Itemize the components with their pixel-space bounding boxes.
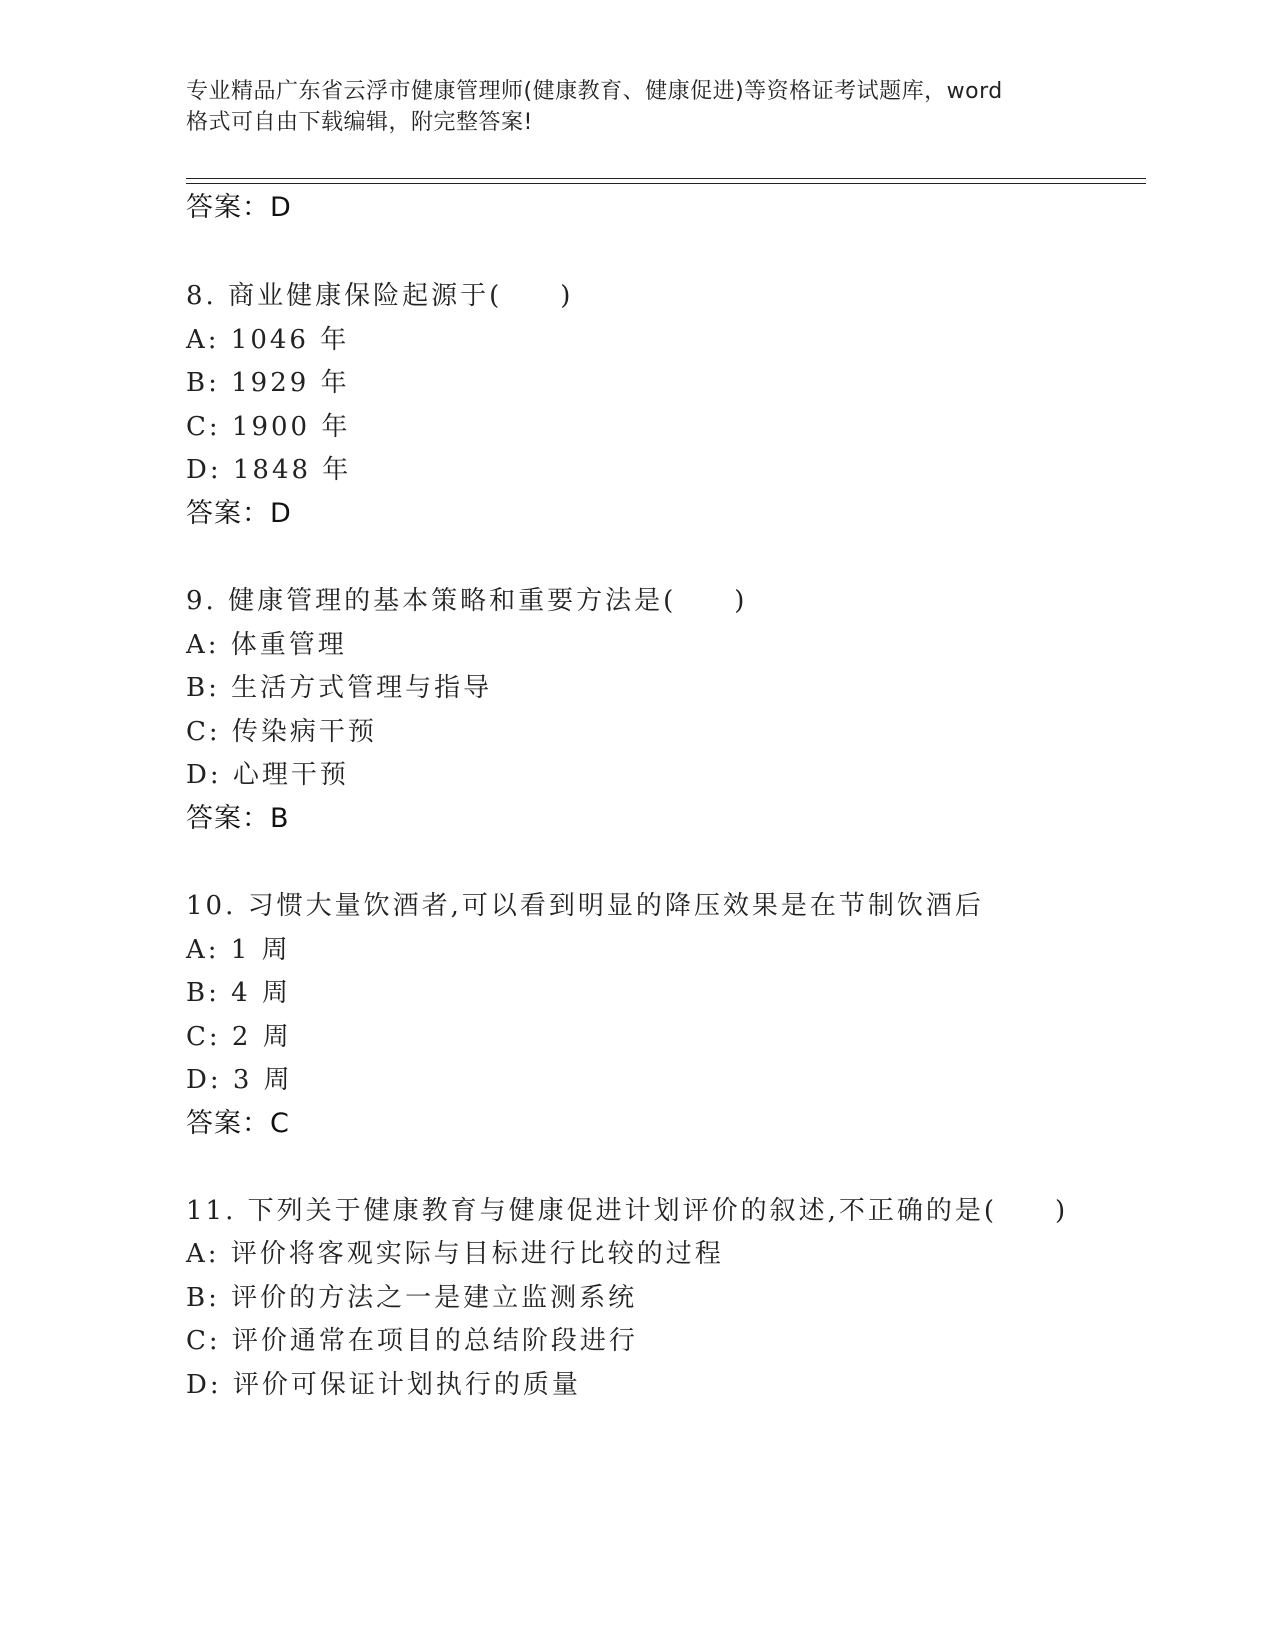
question-8-option-c: C: 1900 年 (186, 412, 351, 442)
question-8-answer: 答案：D (186, 498, 292, 529)
question-10-stem: 10. 习惯大量饮酒者,可以看到明显的降压效果是在节制饮酒后 (186, 891, 984, 921)
question-10-option-b: B: 4 周 (186, 978, 291, 1008)
question-9-stem: 9. 健康管理的基本策略和重要方法是( ) (186, 586, 748, 616)
document-header (186, 76, 1086, 138)
header-divider-bottom (186, 183, 1146, 184)
question-11-stem: 11. 下列关于健康教育与健康促进计划评价的叙述,不正确的是( ) (186, 1196, 1069, 1226)
question-9-option-c: C: 传染病干预 (186, 717, 377, 747)
question-10-option-c: C: 2 周 (186, 1022, 292, 1052)
question-10-answer: 答案：C (186, 1108, 290, 1139)
question-8-option-d: D: 1848 年 (186, 455, 352, 485)
question-10-option-a: A: 1 周 (186, 935, 291, 965)
header-divider-top (186, 178, 1146, 179)
question-11-option-d: D: 评价可保证计划执行的质量 (186, 1370, 581, 1400)
question-9-option-b: B: 生活方式管理与指导 (186, 673, 493, 703)
question-9-answer: 答案：B (186, 803, 290, 834)
question-10-option-d: D: 3 周 (186, 1065, 293, 1095)
question-9-option-d: D: 心理干预 (186, 760, 349, 790)
question-8-option-a: A: 1046 年 (186, 325, 350, 355)
question-11-option-c: C: 评价通常在项目的总结阶段进行 (186, 1326, 638, 1356)
header-line-1: 专业精品广东省云浮市健康管理师(健康教育、健康促进)等资格证考试题库，word (186, 79, 1003, 104)
question-9-option-a: A: 体重管理 (186, 630, 347, 660)
question-11-option-a: A: 评价将客观实际与目标进行比较的过程 (186, 1239, 724, 1269)
header-line-2: 格式可自由下载编辑，附完整答案! (186, 110, 533, 135)
question-11-option-b: B: 评价的方法之一是建立监测系统 (186, 1283, 638, 1313)
question-8-option-b: B: 1929 年 (186, 368, 350, 398)
question-8-stem: 8. 商业健康保险起源于( ) (186, 281, 574, 311)
previous-answer: 答案：D (186, 192, 292, 223)
